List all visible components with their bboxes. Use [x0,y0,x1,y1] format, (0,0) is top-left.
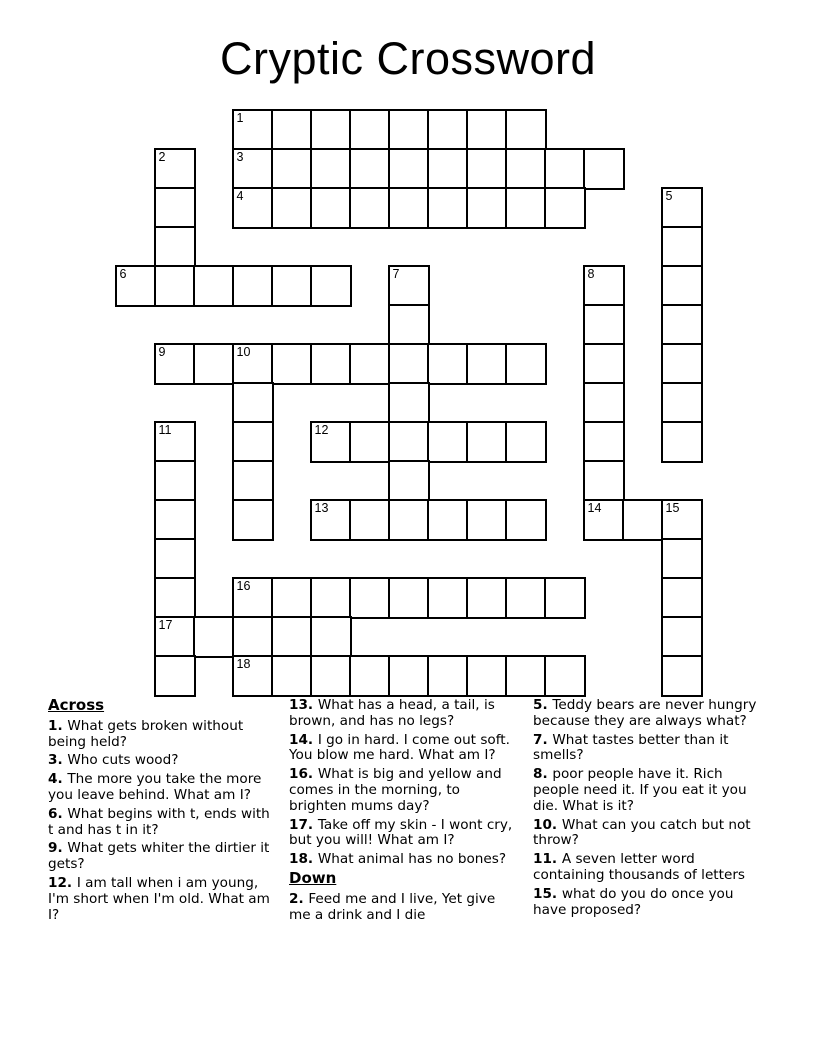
grid-cell[interactable] [310,343,352,385]
grid-cell[interactable] [622,499,664,541]
grid-cell[interactable] [271,655,313,697]
cell-number: 14 [587,501,602,515]
grid-cell[interactable] [427,109,469,151]
grid-cell-6[interactable] [115,265,157,307]
grid-cell[interactable] [154,265,196,307]
cell-number: 8 [587,267,595,281]
grid-cell[interactable] [427,421,469,463]
grid-cell[interactable] [661,421,703,463]
grid-cell[interactable] [466,148,508,190]
grid-cell-5[interactable] [661,187,703,229]
clue-number: 9. [48,840,68,857]
clue-1: 1. What gets broken without being held? [48,717,244,750]
cell-number: 18 [236,657,251,671]
grid-cell[interactable] [349,577,391,619]
clue-number: 5. [533,697,553,713]
grid-cell[interactable] [583,460,625,502]
grid-cell[interactable] [583,382,625,424]
grid-cell[interactable] [271,109,313,151]
cell-number: 9 [158,345,166,359]
cell-number: 1 [236,111,244,125]
page-title: Cryptic Crossword [219,33,597,84]
clue-number: 18. [289,851,318,868]
grid-cell[interactable] [310,577,352,619]
clue-10: 10. What can you catch but not throw? [533,816,751,849]
grid-cell[interactable] [544,187,586,229]
clue-number: 7. [533,731,553,748]
grid-cell[interactable] [661,304,703,346]
clue-15: 15. what do you do once you have proposed? [533,885,734,918]
grid-cell[interactable] [466,655,508,697]
grid-cell[interactable] [232,616,274,658]
cell-number: 3 [236,150,244,164]
grid-cell[interactable] [388,187,430,229]
cell-number: 6 [119,267,127,281]
clue-number: 6. [48,805,68,822]
down-header: Down [289,868,337,887]
clue-number: 11. [533,851,562,868]
cell-number: 11 [158,423,172,437]
grid-cell-7[interactable] [388,265,430,307]
grid-cell[interactable] [310,187,352,229]
grid-cell[interactable] [310,148,352,190]
grid-cell[interactable] [349,187,391,229]
cell-number: 12 [314,423,329,437]
grid-cell[interactable] [193,343,235,385]
clue-number: 1. [48,717,68,734]
grid-cell[interactable] [154,226,196,268]
grid-cell[interactable] [661,343,703,385]
grid-cell[interactable] [271,148,313,190]
clue-7: 7. What tastes better than it smells? [533,731,729,764]
grid-cell[interactable] [154,655,196,697]
grid-cell[interactable] [310,109,352,151]
cell-number: 4 [236,189,244,203]
grid-cell[interactable] [154,538,196,580]
grid-cell[interactable] [154,187,196,229]
cell-number: 2 [158,150,166,164]
grid-cell-3[interactable] [232,148,274,190]
grid-cell[interactable] [271,265,313,307]
clues-column-3 [533,698,765,921]
clue-11: 11. A seven letter word containing thousands of letters [533,851,745,883]
clue-2: 2. Feed me and I live, Yet give me a drink and I die [289,890,496,923]
grid-cell[interactable] [388,460,430,502]
grid-cell[interactable] [349,148,391,190]
grid-cell[interactable] [232,265,274,307]
grid-cell[interactable] [310,655,352,697]
clues-section [0,698,816,948]
grid-cell[interactable] [505,148,547,190]
cell-number: 7 [392,267,400,281]
grid-cell[interactable] [466,343,508,385]
grid-cell[interactable] [661,265,703,307]
grid-cell[interactable] [661,382,703,424]
grid-cell[interactable] [427,343,469,385]
grid-cell-13[interactable] [310,499,352,541]
grid-cell-16[interactable] [232,577,274,619]
grid-cell[interactable] [154,499,196,541]
grid-cell[interactable] [583,343,625,385]
cell-number: 17 [158,618,173,632]
clue-number: 13. [289,697,318,713]
grid-cell[interactable] [427,499,469,541]
grid-cell[interactable] [388,382,430,424]
clue-number: 14. [289,731,318,748]
clue-number: 12. [48,874,77,891]
clue-number: 4. [48,771,68,788]
grid-cell[interactable] [505,343,547,385]
grid-cell[interactable] [505,421,547,463]
grid-cell[interactable] [154,460,196,502]
grid-cell[interactable] [583,304,625,346]
grid-cell[interactable] [661,616,703,658]
clue-12: 12. I am tall when i am young, I'm short when I'm old. What am I? [48,874,270,923]
grid-cell-8[interactable] [583,265,625,307]
grid-cell[interactable] [427,655,469,697]
grid-cell[interactable] [427,187,469,229]
grid-cell[interactable] [388,499,430,541]
grid-cell[interactable] [232,499,274,541]
clue-14: 14. I go in hard. I come out soft. You blow me hard. What am I? [289,731,510,764]
clue-17: 17. Take off my skin - I wont cry, but you will! What am I? [289,816,513,849]
grid-cell[interactable] [466,577,508,619]
grid-cell[interactable] [427,148,469,190]
grid-cell[interactable] [661,226,703,268]
grid-cell[interactable] [388,577,430,619]
clue-number: 8. [533,766,553,783]
grid-cell[interactable] [583,421,625,463]
grid-cell[interactable] [583,148,625,190]
grid-cell-17[interactable] [154,616,196,658]
grid-cell[interactable] [505,109,547,151]
grid-cell[interactable] [310,616,352,658]
clues-column-1 [48,698,272,926]
grid-cell[interactable] [505,187,547,229]
grid-cell[interactable] [349,655,391,697]
clue-13: 13. What has a head, a tail, is brown, and has no legs? [289,697,495,729]
clue-number: 3. [48,752,68,769]
grid-cell[interactable] [505,577,547,619]
grid-cell[interactable] [232,382,274,424]
clue-8: 8. poor people have it. Rich people need it. If you eat it you die. What is it? [533,766,747,814]
clue-number: 16. [289,766,318,783]
grid-cell[interactable] [388,343,430,385]
grid-cell-18[interactable] [232,655,274,697]
grid-cell-10[interactable] [232,343,274,385]
grid-cell[interactable] [349,421,391,463]
clue-number: 2. [289,890,309,907]
grid-cell[interactable] [271,187,313,229]
grid-cell[interactable] [505,655,547,697]
clue-6: 6. What begins with t, ends with t and has t in it? [48,805,270,838]
grid-cell[interactable] [661,577,703,619]
across-header: Across [48,696,105,714]
clue-18: 18. What animal has no bones? [289,851,507,868]
grid-cell[interactable] [154,577,196,619]
grid-cell[interactable] [349,499,391,541]
grid-cell[interactable] [661,655,703,697]
grid-cell[interactable] [544,655,586,697]
grid-cell[interactable] [544,148,586,190]
cell-number: 10 [236,345,251,359]
grid-cell[interactable] [349,109,391,151]
grid-cell[interactable] [466,499,508,541]
grid-cell[interactable] [271,577,313,619]
clue-9: 9. What gets whiter the dirtier it gets? [48,840,270,873]
grid-cell-15[interactable] [661,499,703,541]
grid-cell[interactable] [232,421,274,463]
grid-cell[interactable] [271,616,313,658]
clues-column-2 [289,698,519,926]
grid-cell[interactable] [427,577,469,619]
grid-cell[interactable] [193,265,235,307]
grid-cell[interactable] [466,187,508,229]
grid-cell[interactable] [388,655,430,697]
grid-cell[interactable] [466,421,508,463]
grid-cell[interactable] [544,577,586,619]
cell-number: 13 [314,501,329,515]
clue-16: 16. What is big and yellow and comes in the morning, to brighten mums day? [289,766,502,814]
grid-cell[interactable] [388,148,430,190]
grid-cell[interactable] [271,343,313,385]
grid-cell[interactable] [310,265,352,307]
grid-cell[interactable] [193,616,235,658]
grid-cell-1[interactable] [232,109,274,151]
grid-cell[interactable] [388,421,430,463]
clue-5: 5. Teddy bears are never hungry because they are always what? [533,697,757,729]
grid-cell-4[interactable] [232,187,274,229]
grid-cell[interactable] [388,109,430,151]
grid-cell[interactable] [661,538,703,580]
grid-cell[interactable] [232,460,274,502]
cell-number: 15 [665,501,680,515]
grid-cell-9[interactable] [154,343,196,385]
clue-4: 4. The more you take the more you leave behind. What am I? [48,771,262,803]
grid-cell-11[interactable] [154,421,196,463]
cell-number: 16 [236,579,251,593]
grid-cell[interactable] [505,499,547,541]
grid-cell-12[interactable] [310,421,352,463]
grid-cell[interactable] [388,304,430,346]
clue-number: 15. [533,885,562,902]
clue-number: 10. [533,816,562,833]
grid-cell-14[interactable] [583,499,625,541]
clue-3: 3. Who cuts wood? [48,752,179,769]
grid-cell[interactable] [349,343,391,385]
cell-number: 5 [665,189,673,203]
grid-cell-2[interactable] [154,148,196,190]
clue-number: 17. [289,816,318,833]
grid-cell[interactable] [466,109,508,151]
